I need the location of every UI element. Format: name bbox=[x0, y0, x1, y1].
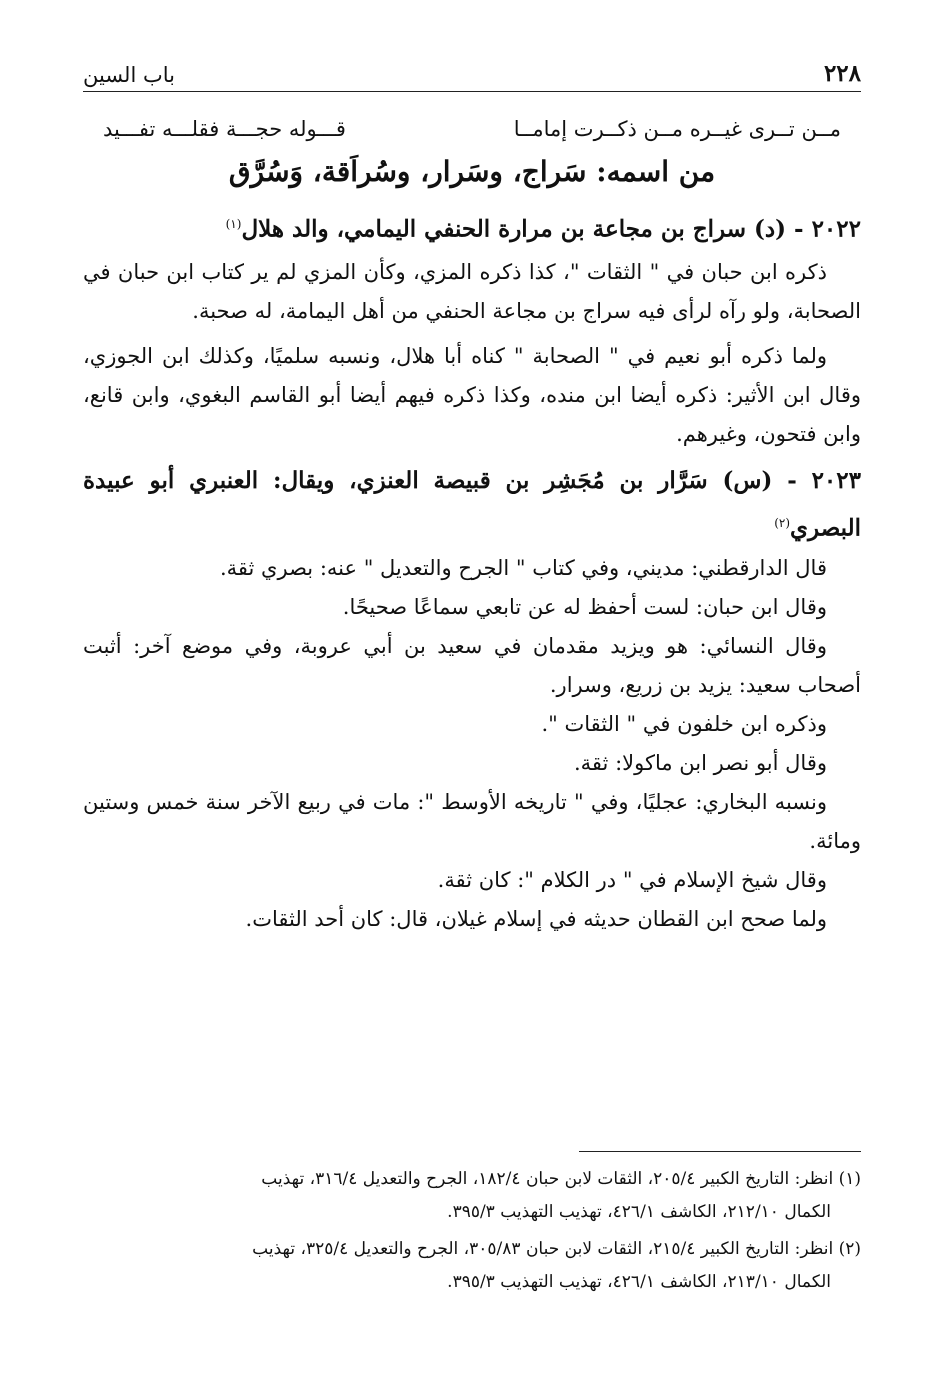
chapter-title: من اسمه: سَراج، وسَرار، وسُراَقة، وَسُرَّق bbox=[228, 155, 716, 188]
paragraph: وقال ابن حبان: لست أحفظ له عن تابعي سماعًا صحيحًا. bbox=[342, 595, 827, 620]
paragraph: وقال أبو نصر ابن ماكولا: ثقة. bbox=[574, 751, 827, 776]
footnotes bbox=[83, 1163, 861, 1303]
paragraph: وذكره ابن خلفون في " الثقات ". bbox=[541, 712, 827, 737]
paragraph: وقال شيخ الإسلام في " در الكلام ": كان ثقة. bbox=[437, 868, 827, 893]
page-body bbox=[83, 110, 861, 939]
entry-title-text: ٢٠٢٣ - (س) سَرَّار بن مُجَشِر بن قبيصة العنزي، ويقال: العنبري أبو عبيدة البصري bbox=[83, 466, 861, 542]
footnote-2 bbox=[83, 1233, 861, 1299]
paragraph: وقال النسائي: هو ويزيد مقدمان في سعيد بن أبي عروبة، وفي موضع آخر: أثبت أصحاب سعيد: يزيد بن زريع، وسرار. bbox=[83, 634, 861, 698]
entry-title-2022 bbox=[83, 203, 861, 251]
entry-title-text: ٢٠٢٢ - (د) سراج بن مجاعة بن مرارة الحنفي اليمامي، والد هلال bbox=[241, 215, 861, 243]
paragraph: ولما ذكره أبو نعيم في " الصحابة " كناه أبا هلال، ونسبه سلميًا، وكذلك ابن الجوزي، وقال ابن الأثير: ذكره أيضا ابن منده، وكذا ذكره فيهم أيضا أبو القاسم البغوي، وابن قانع، وابن فتحون، وغيرهم. bbox=[83, 343, 861, 446]
page-number: ٢٢٨ bbox=[823, 60, 861, 87]
verse-left-hemistich: قـــوله حجـــة فقلـــه تفـــيد bbox=[103, 117, 346, 141]
verse-right-hemistich: مــن تــرى غيــره مــن ذكــرت إمامــا bbox=[513, 117, 841, 141]
poetry-verse bbox=[83, 110, 861, 149]
footnote-ref-1[interactable]: (١) bbox=[225, 217, 242, 231]
footnote-line: الكمال ٢١٣/١٠، الكاشف ٤٢٦/١، تهذيب التهذيب ٣٩٥/٣. bbox=[447, 1272, 831, 1292]
footnote-separator bbox=[579, 1151, 861, 1152]
footnote-ref-2[interactable]: (٢) bbox=[774, 515, 791, 530]
paragraph: ذكره ابن حبان في " الثقات "، كذا ذكره المزي، وكأن المزي لم ير كتاب ابن حبان في الصحابة، ولو رآه لرأى فيه سراج بن مجاعة الحنفي من أهل اليمامة، له صحبة. bbox=[83, 259, 861, 323]
entry-title-2023 bbox=[83, 460, 861, 550]
footnote-line: (٢) انظر: التاريخ الكبير ٢١٥/٤، الثقات لابن حبان ٣٠٥/٨٣، الجرح والتعديل ٣٢٥/٤، تهذيب bbox=[252, 1239, 861, 1259]
paragraph: قال الدارقطني: مديني، وفي كتاب " الجرح والتعديل " عنه: بصري ثقة. bbox=[219, 556, 827, 581]
page-header bbox=[83, 52, 861, 92]
running-title: باب السين bbox=[83, 63, 175, 87]
footnote-line: (١) انظر: التاريخ الكبير ٢٠٥/٤، الثقات لابن حبان ١٨٢/٤، الجرح والتعديل ٣١٦/٤، تهذيب bbox=[261, 1169, 861, 1189]
footnote-1 bbox=[83, 1163, 861, 1229]
paragraph: ونسبه البخاري: عجليًا، وفي " تاريخه الأوسط ": مات في ربيع الآخر سنة خمس وستين ومائة. bbox=[83, 790, 861, 854]
footnote-line: الكمال ٢١٢/١٠، الكاشف ٤٢٦/١، تهذيب التهذيب ٣٩٥/٣. bbox=[447, 1202, 831, 1222]
paragraph: ولما صحح ابن القطان حديثه في إسلام غيلان، قال: كان أحد الثقات. bbox=[245, 907, 827, 932]
